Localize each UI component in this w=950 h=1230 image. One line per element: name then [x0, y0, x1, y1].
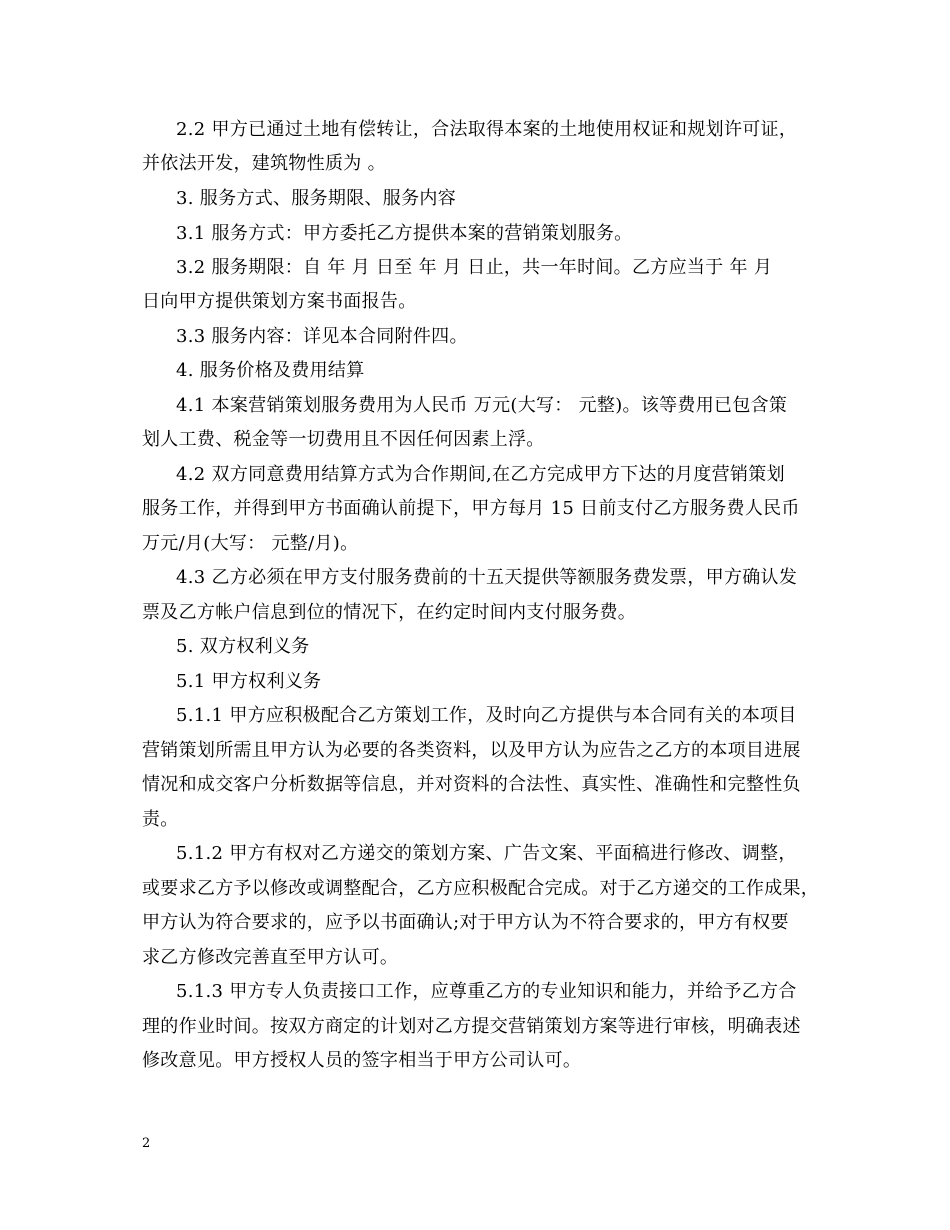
paragraph-4-1-line-2: 划人工费、税金等一切费用且不因任何因素上浮。: [142, 429, 545, 450]
paragraph-4-2-line-3: 万元/月(大写： 元整/月)。: [142, 533, 359, 554]
paragraph-5-1-3-line-3: 修改意见。甲方授权人员的签字相当于甲方公司认可。: [142, 1050, 582, 1071]
section-5-1-heading: 5.1 甲方权利义务: [176, 671, 322, 692]
paragraph-3-2-line-2: 日向甲方提供策划方案书面报告。: [142, 291, 417, 312]
paragraph-5-1-2-line-2: 或要求乙方予以修改或调整配合，乙方应积极配合完成。对于乙方递交的工作成果，: [142, 878, 820, 899]
paragraph-5-1-1-line-3: 情况和成交客户分析数据等信息，并对资料的合法性、真实性、准确性和完整性负: [142, 774, 801, 795]
paragraph-5-1-1-line-1: 5.1.1 甲方应积极配合乙方策划工作，及时向乙方提供与本合同有关的本项目: [176, 705, 797, 726]
section-5-heading: 5. 双方权利义务: [176, 636, 310, 657]
paragraph-4-1-line-1: 4.1 本案营销策划服务费用为人民币 万元(大写： 元整)。该等费用已包含策: [176, 395, 788, 416]
page-number: 2: [142, 1136, 151, 1151]
paragraph-3-3: 3.3 服务内容：详见本合同附件四。: [176, 326, 468, 347]
paragraph-2-2-line-2: 并依法开发，建筑物性质为 。: [142, 153, 386, 174]
paragraph-5-1-2-line-1: 5.1.2 甲方有权对乙方递交的策划方案、广告文案、平面稿进行修改、调整，: [176, 843, 797, 864]
section-4-heading: 4. 服务价格及费用结算: [176, 360, 365, 381]
paragraph-5-1-1-line-4: 责。: [142, 809, 179, 830]
paragraph-5-1-2-line-4: 求乙方修改完善直至甲方认可。: [142, 947, 399, 968]
paragraph-4-3-line-2: 票及乙方帐户信息到位的情况下，在约定时间内支付服务费。: [142, 602, 637, 623]
section-3-heading: 3. 服务方式、服务期限、服务内容: [176, 188, 456, 209]
paragraph-3-1: 3.1 服务方式：甲方委托乙方提供本案的营销策划服务。: [176, 223, 633, 244]
paragraph-2-2-line-1: 2.2 甲方已通过土地有偿转让，合法取得本案的土地使用权证和规划许可证，: [176, 119, 798, 140]
paragraph-4-2-line-2: 服务工作，并得到甲方书面确认前提下，甲方每月 15 日前支付乙方服务费人民币: [142, 498, 800, 519]
paragraph-5-1-3-line-2: 理的作业时间。按双方商定的计划对乙方提交营销策划方案等进行审核，明确表述: [142, 1016, 801, 1037]
paragraph-3-2-line-1: 3.2 服务期限：自 年 月 日至 年 月 日止，共一年时间。乙方应当于 年 月: [176, 257, 773, 278]
paragraph-5-1-3-line-1: 5.1.3 甲方专人负责接口工作，应尊重乙方的专业知识和能力，并给予乙方合: [176, 981, 797, 1002]
paragraph-4-3-line-1: 4.3 乙方必须在甲方支付服务费前的十五天提供等额服务费发票，甲方确认发: [176, 567, 798, 588]
paragraph-4-2-line-1: 4.2 双方同意费用结算方式为合作期间,在乙方完成甲方下达的月度营销策划: [176, 464, 785, 485]
paragraph-5-1-1-line-2: 营销策划所需且甲方认为必要的各类资料，以及甲方认为应告之乙方的本项目进展: [142, 740, 801, 761]
paragraph-5-1-2-line-3: 甲方认为符合要求的，应予以书面确认;对于甲方认为不符合要求的，甲方有权要: [142, 912, 789, 933]
